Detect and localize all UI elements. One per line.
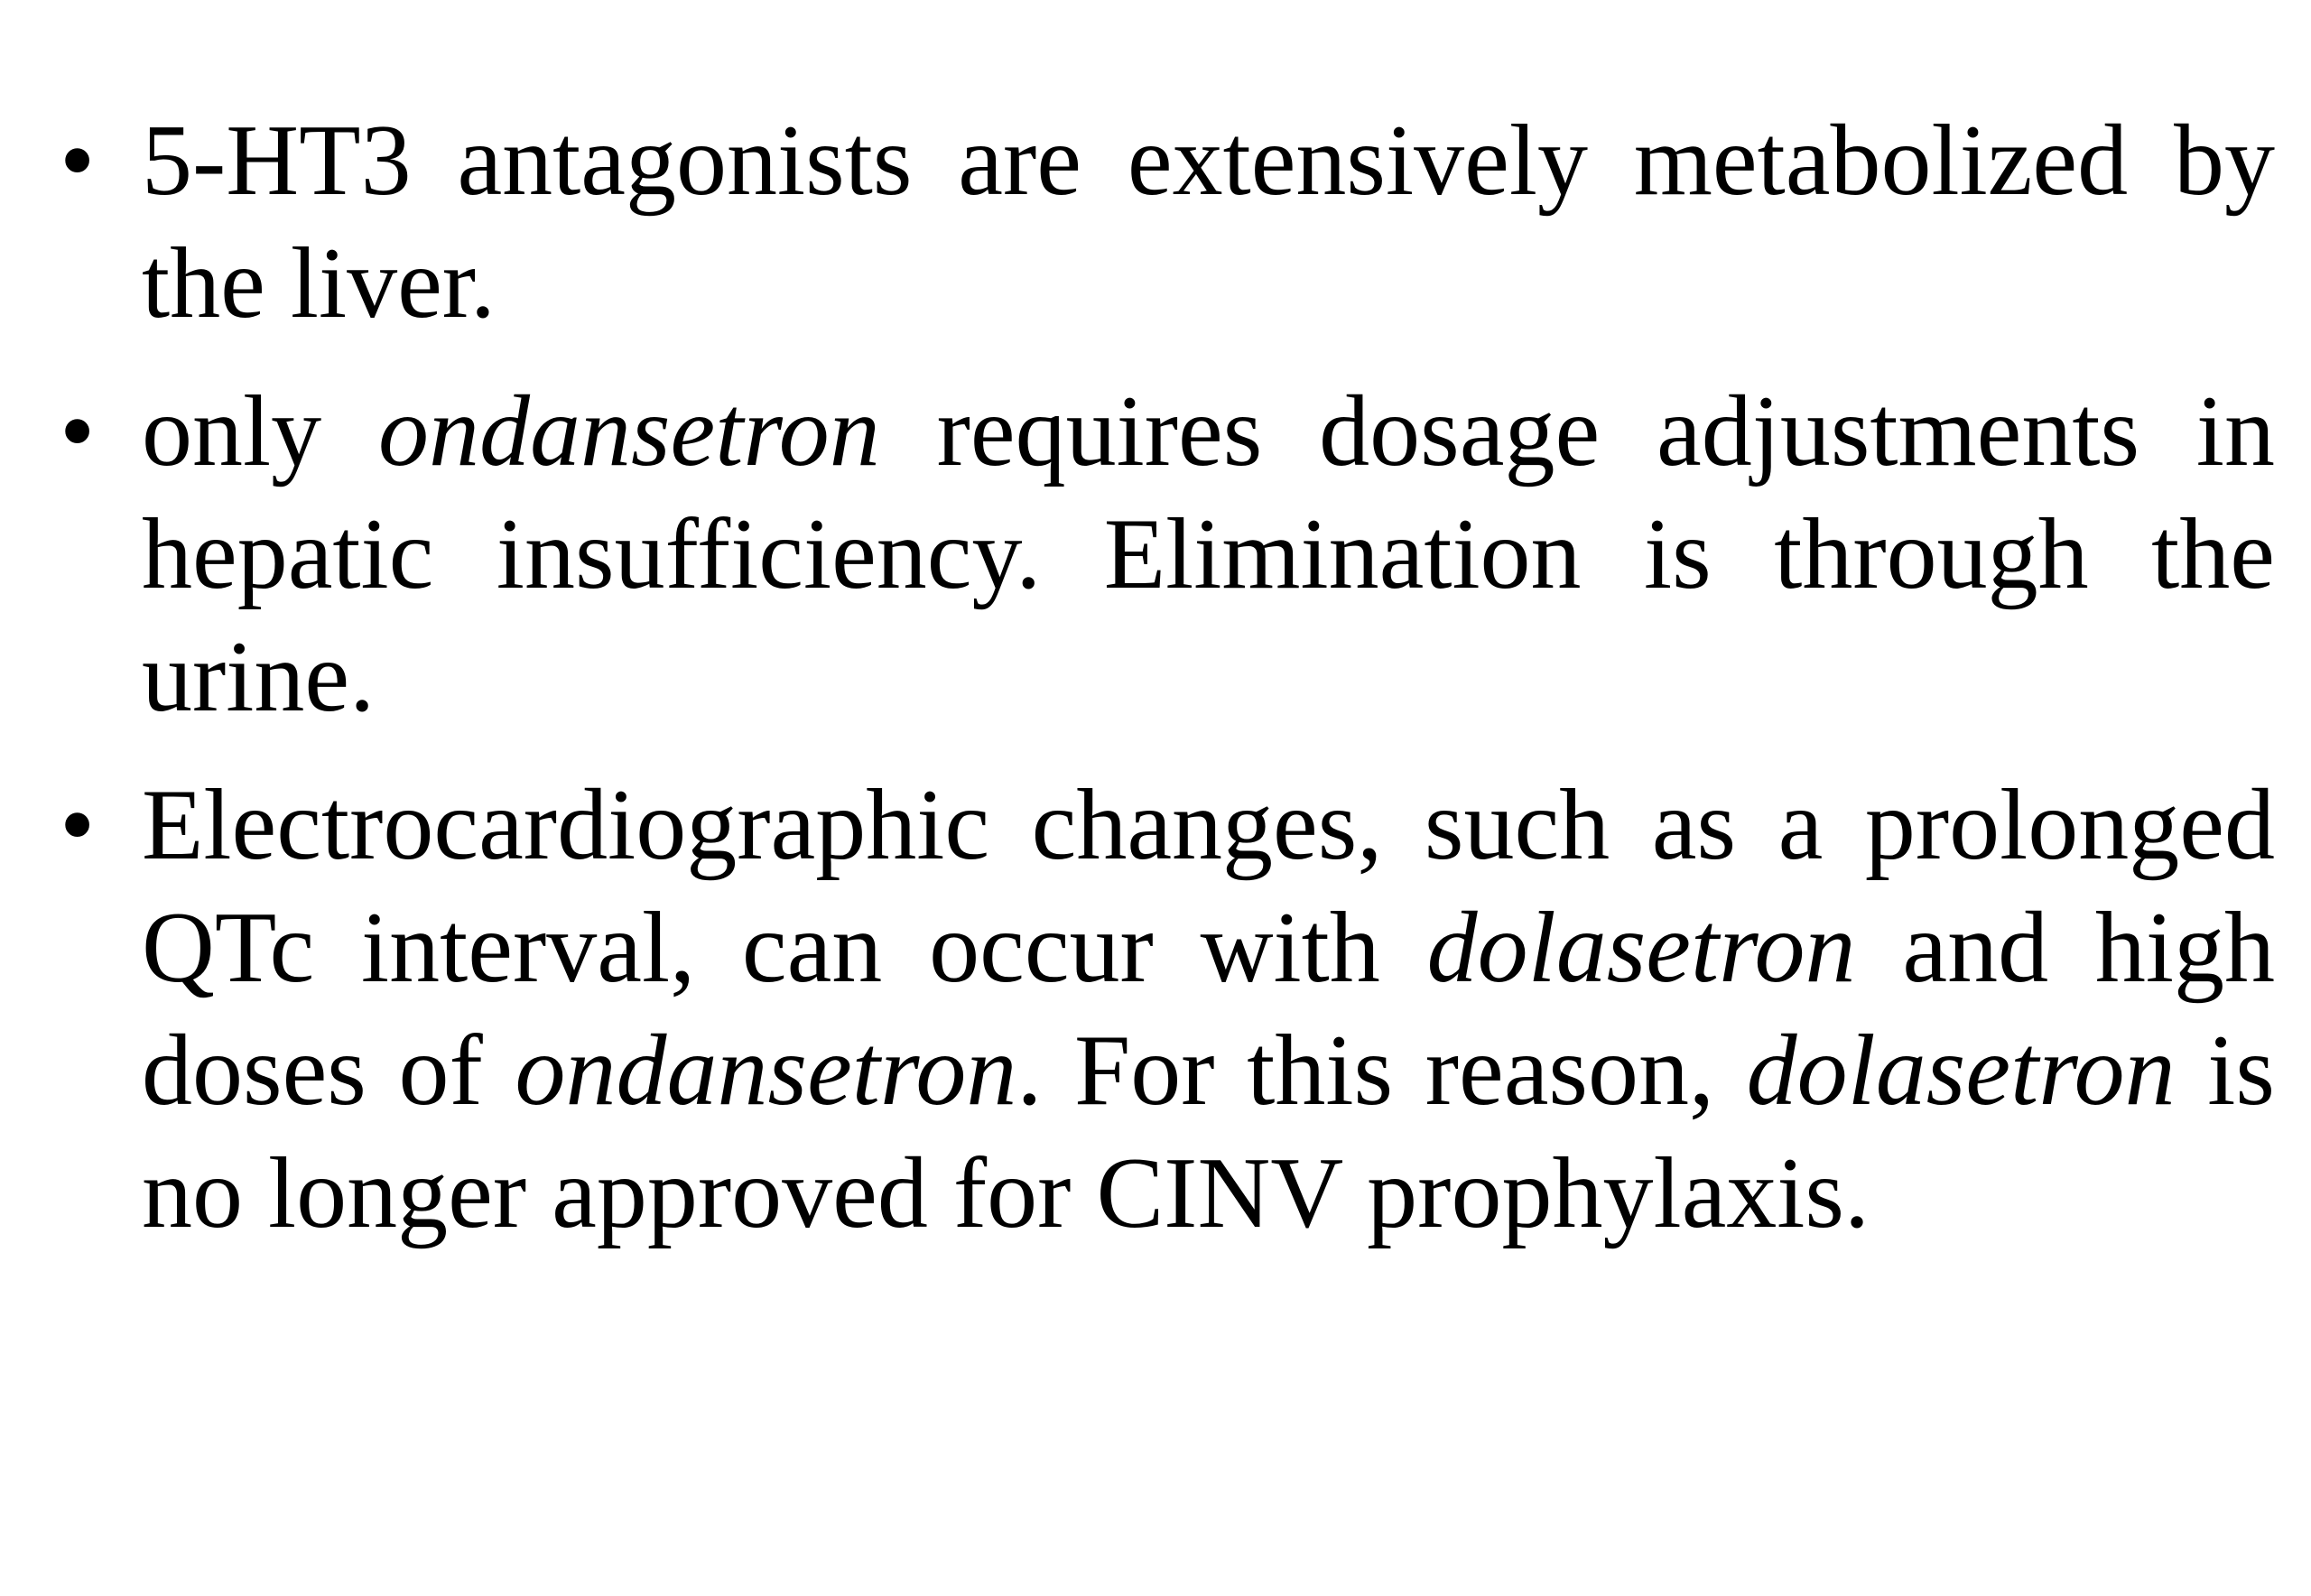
bullet-item-hepatic-adjustment: [0, 370, 2311, 738]
drug-name-italic: dolasetron: [1426, 892, 1856, 1004]
drug-name-italic: dolasetron: [1746, 1015, 2176, 1127]
bullet-text-segment: and high doses of: [142, 892, 2275, 1127]
bullet-list: [0, 99, 2311, 1280]
bullet-text-segment: is no longer approved for CINV prophylaxis.: [142, 1015, 2275, 1249]
bullet-item-metabolism: [0, 99, 2311, 345]
drug-name-italic: ondansetron: [515, 1015, 1017, 1127]
bullet-text-segment: Electrocardiographic changes, such as a prolonged QTc interval, can occur with: [142, 769, 2275, 1004]
bullet-text-segment: . For this reason,: [1016, 1015, 1747, 1127]
drug-name-italic: ondansetron: [377, 376, 880, 487]
bullet-text-segment: only: [142, 376, 378, 487]
bullet-icon: [60, 764, 96, 886]
bullet-text-segment: requires dosage adjustments in hepatic insufficiency. Elimination is through the urine.: [142, 376, 2276, 733]
bullet-icon: [60, 370, 96, 493]
bullet-item-ecg-changes: [0, 764, 2311, 1255]
bullet-text: 5-HT3 antagonists are extensively metabolized by the liver.: [142, 105, 2275, 339]
bullet-icon: [60, 99, 96, 222]
